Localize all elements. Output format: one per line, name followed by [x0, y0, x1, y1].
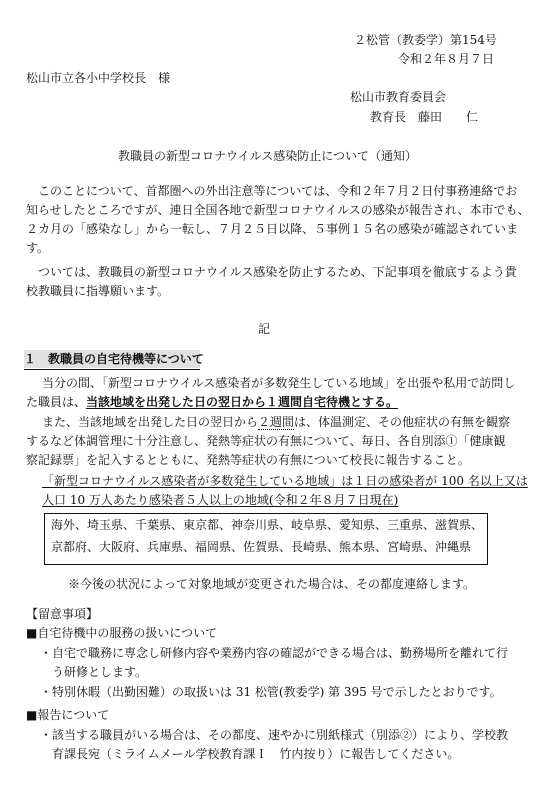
document-number: ２松管（教委学）第154号 [354, 33, 497, 47]
two-weeks-emphasis: ２週間 [258, 415, 295, 429]
intro-line: す。 [26, 241, 50, 255]
document-date: 令和２年８月７日 [398, 52, 495, 66]
notes-item-2-title: ■報告について [26, 708, 110, 722]
sender-organization: 松山市教育委員会 [350, 90, 447, 104]
section-1-text: また、当該地域を出発した日の翌日から [42, 415, 259, 429]
section-1-emphasis: 当該地域を出発した日の翌日から１週間自宅待機とする。 [86, 395, 399, 409]
section-1-text: は、体温測定、その他症状の有無を観察 [294, 415, 511, 429]
section-1-line: するなど体調管理に十分注意し、発熱等症状の有無について、毎日、各自別添①「健康観 [26, 434, 506, 448]
regions-line: 京都府、大阪府、兵庫県、福岡県、佐賀県、長崎県、熊本県、宮崎県、沖縄県 [51, 540, 472, 554]
section-1-heading-text: １ 教職員の自宅待機等について [24, 352, 204, 366]
section-1-line [26, 393, 398, 412]
intro-line: ２カ月の「感染なし」から一転し、７月２５日以降、５事例１５名の感染が確認されていま [26, 222, 519, 236]
ki-marker: 記 [258, 322, 271, 336]
section-1-line: 察記録票」を記入するとともに、発熱等症状の有無について校長に報告すること。 [26, 453, 470, 467]
notes-item-1-title: ■自宅待機中の服務の扱いについて [26, 626, 218, 640]
region-change-note: ※今後の状況によって対象地域が変更された場合は、その都度連絡します。 [68, 577, 476, 591]
intro-line: ついては、教職員の新型コロナウイルス感染を防止するため、下記事項を徹底するよう貴 [38, 265, 517, 279]
section-1-text: た職員は、 [26, 395, 87, 409]
regions-box [44, 513, 488, 565]
sender-name: 教育長 藤田 仁 [370, 110, 479, 124]
section-1-line: 当分の間、「新型コロナウイルス感染者が多数発生している地域」を出張や私用で訪問し [42, 376, 516, 390]
addressee: 松山市立各小中学校長 様 [26, 71, 171, 85]
notes-bullet: ・該当する職員がいる場合は、その都度、速やかに別紙様式（別添②）により、学校教 [40, 728, 509, 742]
intro-line: 校教職員に指導願います。 [26, 284, 170, 298]
notes-bullet: ・特別休暇（出勤困難）の取扱いは 31 松管(教委学) 第 395 号で示したとおりです。 [40, 685, 502, 699]
document-title: 教職員の新型コロナウイルス感染防止について（通知） [118, 149, 418, 163]
intro-line: 知らせしたところですが、連日全国各地で新型コロナウイルスの感染が報告され、本市でも、 [26, 203, 530, 217]
section-1-line [42, 413, 510, 432]
intro-line: このことについて、首都圏への外出注意等については、令和２年７月２日付事務連絡でお [38, 184, 518, 198]
notes-bullet: ・自宅で職務に専念し研修内容や業務内容の確認ができる場合は、勤務場所を離れて行 [40, 646, 509, 660]
section-1-heading [24, 350, 204, 370]
notes-heading: 【留意事項】 [26, 607, 99, 621]
regions-line: 海外、埼玉県、千葉県、東京都、神奈川県、岐阜県、愛知県、三重県、滋賀県、 [51, 518, 484, 532]
region-definition-line: 人口 10 万人あたり感染者５人以上の地域(令和２年８月７日現在) [42, 493, 399, 507]
region-definition-line: 「新型コロナウイルス感染者が多数発生している地域」は１日の感染者が 100 名以上又は [42, 474, 528, 488]
notes-bullet-continued: う研修とします。 [52, 665, 148, 679]
notes-bullet-continued: 育課長宛（ミライムメール学校教育課Ｉ 竹内按り）に報告してください。 [52, 747, 460, 761]
